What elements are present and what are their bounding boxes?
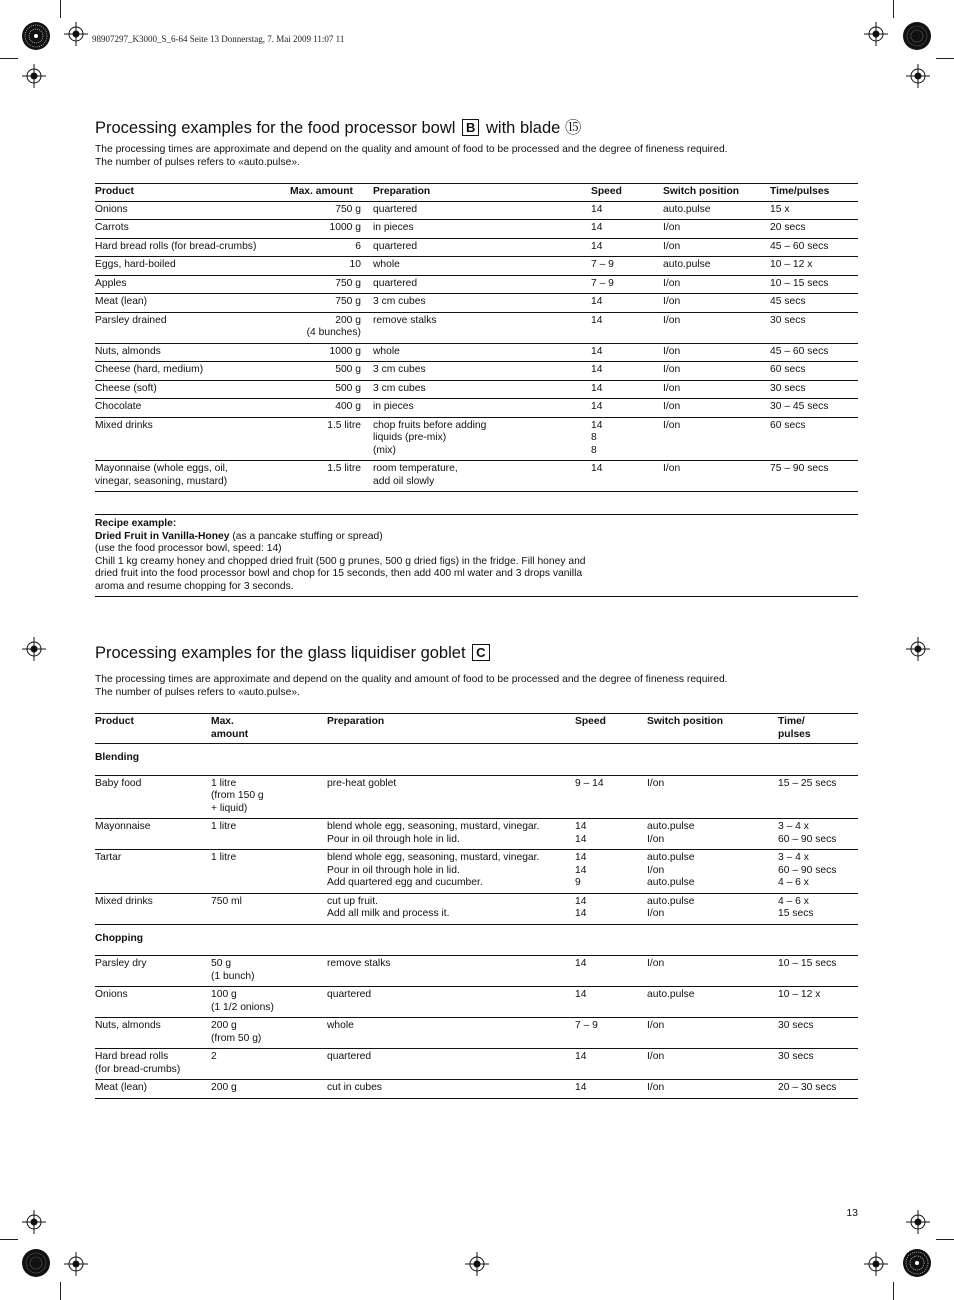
table-cell: Carrots — [95, 222, 129, 233]
table-cell: Cheese (soft) — [95, 382, 157, 394]
table-group-label: Blending — [95, 752, 140, 763]
registration-mark-icon — [22, 64, 46, 88]
food-processor-table — [95, 183, 858, 492]
table-cell: 14 14 — [575, 895, 587, 919]
crop-mark — [0, 58, 18, 59]
table-cell: auto.pulse I/on — [647, 895, 695, 919]
table-cell: 30 secs — [770, 314, 806, 326]
table-cell: Hard bread rolls (for bread-crumbs) — [95, 240, 257, 252]
crop-mark — [60, 0, 61, 18]
table-cell: I/on — [663, 364, 681, 375]
table-cell: 3 cm cubes — [373, 364, 426, 375]
table-cell: 20 – 30 secs — [778, 1082, 837, 1093]
table-cell: 14 — [591, 240, 603, 252]
column-header: Product — [95, 186, 134, 197]
table-cell: 1.5 litre — [327, 463, 361, 474]
table-row — [95, 343, 858, 362]
table-cell: 14 8 8 — [591, 419, 603, 456]
table-cell: 14 — [591, 463, 603, 474]
table-row — [95, 275, 858, 294]
table-cell: 7 – 9 — [591, 259, 614, 270]
table-cell: Apples — [95, 277, 127, 289]
table-cell: 14 — [575, 989, 587, 1000]
table-cell: I/on — [647, 958, 665, 969]
column-header: Speed — [575, 716, 606, 727]
table-cell: I/on — [663, 401, 681, 412]
table-cell: 3 cm cubes — [373, 382, 426, 394]
table-cell: 30 – 45 secs — [770, 401, 829, 412]
table-cell: 3 cm cubes — [373, 296, 426, 307]
column-header: Preparation — [373, 186, 431, 197]
table-cell: 3 – 4 x 60 – 90 secs 4 – 6 x — [778, 852, 837, 888]
column-header: Time/ pulses — [778, 716, 811, 740]
table-cell: Parsley drained — [95, 314, 167, 326]
table-cell: 14 — [575, 1082, 587, 1093]
table-cell: 1 litre — [211, 852, 237, 863]
column-header: Speed — [591, 186, 622, 197]
table-cell: 1 litre — [211, 821, 237, 832]
table-cell: 10 — [349, 259, 361, 270]
table-cell: Mixed drinks — [95, 895, 153, 907]
table-cell: 14 14 — [575, 821, 587, 845]
recipe-example — [95, 514, 858, 597]
table-cell: chop fruits before adding liquids (pre-mix) (mix) — [373, 419, 487, 456]
recipe-line: Chill 1 kg creamy honey and chopped dried fruit (500 g prunes, 500 g dried figs) in the fridge. Fill honey and — [95, 555, 586, 567]
table-cell: Parsley dry — [95, 958, 147, 969]
table-cell: 30 secs — [778, 1051, 814, 1062]
table-cell: 1000 g — [329, 345, 361, 357]
registration-mark-icon — [465, 1252, 489, 1276]
table-cell: 14 — [575, 1051, 587, 1062]
table-cell: 200 g (4 bunches) — [306, 314, 361, 338]
table-row — [95, 1049, 858, 1080]
table-cell: 50 g (1 bunch) — [211, 958, 255, 982]
table-cell: 3 – 4 x 60 – 90 secs — [778, 821, 837, 845]
box-letter-b: B — [462, 119, 479, 136]
table-cell: 60 secs — [770, 364, 806, 375]
table-cell: quartered — [327, 1051, 372, 1062]
table-cell: 14 — [591, 222, 603, 233]
table-cell: 14 — [591, 314, 603, 326]
table-row — [95, 417, 858, 461]
table-cell: 100 g (1 1/2 onions) — [211, 989, 274, 1013]
table-cell: 10 – 15 secs — [778, 958, 837, 969]
table-cell: cut up fruit. Add all milk and process it. — [327, 895, 450, 919]
print-header: 98907297_K3000_S_6-64 Seite 13 Donnerstag, 7. Mai 2009 11:07 11 — [92, 34, 345, 44]
column-header: Switch position — [647, 716, 724, 727]
table-cell: Cheese (hard, medium) — [95, 364, 204, 375]
table-cell: 15 – 25 secs — [778, 777, 837, 789]
table-cell: 2 — [211, 1051, 217, 1062]
table-cell: in pieces — [373, 401, 414, 412]
registration-mark-icon — [864, 22, 888, 46]
table-cell: 14 — [591, 401, 603, 412]
table-row — [95, 380, 858, 399]
table-cell: I/on — [663, 382, 681, 394]
recipe-line: (use the food processor bowl, speed: 14) — [95, 543, 282, 554]
table-row — [95, 238, 858, 257]
table-cell: I/on — [647, 1082, 665, 1093]
table-cell: cut in cubes — [327, 1082, 382, 1093]
recipe-line: dried fruit into the food processor bowl and chop for 15 seconds, then add 400 ml water and 3 drops vanilla — [95, 568, 583, 579]
table-cell: Nuts, almonds — [95, 345, 161, 357]
table-cell: Baby food — [95, 777, 142, 789]
color-rosette-icon — [21, 1248, 51, 1278]
table-cell: 75 – 90 secs — [770, 463, 829, 474]
table-cell: Meat (lean) — [95, 1082, 148, 1093]
table-cell: auto.pulse I/on — [647, 821, 695, 845]
table-cell: I/on — [647, 1020, 665, 1031]
table-cell: Chocolate — [95, 401, 142, 412]
table-row — [95, 956, 858, 987]
table-cell: I/on — [663, 463, 681, 474]
table-row — [95, 987, 858, 1018]
table-group-row — [95, 924, 858, 956]
table-row — [95, 399, 858, 418]
table-cell: remove stalks — [373, 314, 437, 326]
recipe-dish-line: Dried Fruit in Vanilla-Honey (as a pancake stuffing or spread) — [95, 530, 383, 542]
recipe-line: aroma and resume chopping for 3 seconds. — [95, 580, 294, 592]
table-cell: Nuts, almonds — [95, 1020, 161, 1031]
table-row — [95, 850, 858, 894]
table-cell: 1.5 litre — [327, 419, 361, 431]
section2-title: Processing examples for the glass liquidiser goblet C — [95, 644, 492, 663]
table-cell: I/on — [663, 240, 681, 252]
table-row — [95, 461, 858, 492]
column-header: Preparation — [327, 716, 385, 727]
table-row — [95, 1018, 858, 1049]
table-cell: whole — [327, 1020, 354, 1031]
column-header: Time/pulses — [770, 186, 830, 197]
table-row — [95, 312, 858, 343]
table-row — [95, 775, 858, 819]
color-rosette-icon — [902, 21, 932, 51]
crop-mark — [936, 1239, 954, 1240]
table-row — [95, 362, 858, 381]
table-row — [95, 1080, 858, 1099]
table-cell: 4 – 6 x 15 secs — [778, 895, 814, 919]
table-cell: 200 g — [211, 1082, 237, 1093]
registration-mark-icon — [64, 1252, 88, 1276]
crop-mark — [893, 1282, 894, 1300]
table-cell: 1000 g — [329, 222, 361, 233]
table-cell: I/on — [663, 277, 681, 289]
table-cell: 45 secs — [770, 296, 806, 307]
table-cell: auto.pulse — [647, 989, 695, 1000]
table-cell: Onions — [95, 989, 128, 1000]
section1-intro: The processing times are approximate and depend on the quality and amount of food to be processed and the degree of fineness required. The number of pulses refers to «auto.pulse». — [95, 144, 728, 168]
table-cell: 1 litre (from 150 g + liquid) — [211, 777, 264, 814]
table-cell: 14 — [591, 345, 603, 357]
table-cell: I/on — [647, 1051, 665, 1062]
page-number: 13 — [846, 1207, 858, 1219]
table-cell: quartered — [327, 989, 372, 1000]
table-cell: Mayonnaise (whole eggs, oil, vinegar, seasoning, mustard) — [95, 463, 228, 487]
crop-mark — [60, 1282, 61, 1300]
table-cell: I/on — [663, 345, 681, 357]
table-cell: 14 — [591, 296, 603, 307]
table-cell: 15 x — [770, 203, 790, 215]
table-cell: 30 secs — [778, 1020, 814, 1031]
table-cell: 45 – 60 secs — [770, 345, 829, 357]
table-cell: Onions — [95, 203, 128, 215]
registration-mark-icon — [22, 637, 46, 661]
table-cell: 30 secs — [770, 382, 806, 394]
table-cell: 10 – 12 x — [778, 989, 821, 1000]
column-header: Max. amount — [290, 186, 353, 197]
registration-mark-icon — [864, 1252, 888, 1276]
table-cell: 500 g — [335, 382, 361, 394]
table-cell: 20 secs — [770, 222, 806, 233]
table-cell: quartered — [373, 240, 418, 252]
table-cell: I/on — [647, 777, 665, 789]
table-cell: blend whole egg, seasoning, mustard, vinegar. Pour in oil through hole in lid. Add quartered egg and cucumber. — [327, 852, 540, 888]
table-cell: 750 g — [335, 203, 361, 215]
registration-mark-icon — [22, 1210, 46, 1234]
table-cell: 10 – 15 secs — [770, 277, 829, 289]
table-cell: Eggs, hard-boiled — [95, 259, 176, 270]
table-cell: 500 g — [335, 364, 361, 375]
table-cell: 750 g — [335, 277, 361, 289]
table-cell: 10 – 12 x — [770, 259, 813, 270]
table-cell: whole — [373, 259, 400, 270]
color-rosette-icon — [902, 1248, 932, 1278]
table-cell: Meat (lean) — [95, 296, 148, 307]
table-cell: 750 g — [335, 296, 361, 307]
table-cell: 14 — [591, 364, 603, 375]
column-header: Switch position — [663, 186, 740, 197]
table-cell: quartered — [373, 277, 418, 289]
table-cell: in pieces — [373, 222, 414, 233]
table-row — [95, 893, 858, 924]
table-cell: Mayonnaise — [95, 821, 151, 832]
registration-mark-icon — [906, 637, 930, 661]
table-cell: auto.pulse I/on auto.pulse — [647, 852, 695, 888]
table-row — [95, 201, 858, 220]
table-cell: 45 – 60 secs — [770, 240, 829, 252]
column-header: Max. amount — [211, 716, 249, 740]
table-cell: 200 g (from 50 g) — [211, 1020, 262, 1044]
table-cell: 60 secs — [770, 419, 806, 431]
table-cell: Mixed drinks — [95, 419, 153, 431]
table-cell: auto.pulse — [663, 203, 711, 215]
table-cell: blend whole egg, seasoning, mustard, vinegar. Pour in oil through hole in lid. — [327, 821, 540, 845]
table-cell: room temperature, add oil slowly — [373, 463, 458, 487]
color-rosette-icon — [21, 21, 51, 51]
table-cell: quartered — [373, 203, 418, 215]
table-cell: 400 g — [335, 401, 361, 412]
registration-mark-icon — [906, 64, 930, 88]
section2-intro: The processing times are approximate and depend on the quality and amount of food to be processed and the degree of fineness required. The number of pulses refers to «auto.pulse». — [95, 674, 728, 698]
table-cell: 9 – 14 — [575, 777, 604, 789]
column-header: Product — [95, 716, 134, 727]
table-cell: pre-heat goblet — [327, 777, 397, 789]
table-cell: Tartar — [95, 852, 122, 863]
table-row — [95, 220, 858, 239]
table-cell: 7 – 9 — [591, 277, 614, 289]
section1-title: Processing examples for the food processor bowl B with blade ⑮ — [95, 119, 582, 137]
table-cell: 7 – 9 — [575, 1020, 598, 1031]
table-cell: I/on — [663, 419, 681, 431]
crop-mark — [893, 0, 894, 18]
table-cell: I/on — [663, 314, 681, 326]
table-cell: 14 — [575, 958, 587, 969]
table-cell: 6 — [355, 240, 361, 252]
table-cell: whole — [373, 345, 400, 357]
table-row — [95, 294, 858, 313]
recipe-heading: Recipe example: — [95, 518, 177, 529]
table-cell: 14 — [591, 382, 603, 394]
liquidiser-table — [95, 713, 858, 1099]
table-row — [95, 819, 858, 850]
table-cell: 750 ml — [211, 895, 242, 907]
registration-mark-icon — [64, 22, 88, 46]
table-cell: I/on — [663, 222, 681, 233]
table-cell: 14 — [591, 203, 603, 215]
table-cell: Hard bread rolls (for bread-crumbs) — [95, 1051, 181, 1075]
table-group-label: Chopping — [95, 932, 144, 944]
box-letter-c: C — [472, 644, 489, 661]
crop-mark — [936, 58, 954, 59]
table-cell: auto.pulse — [663, 259, 711, 270]
table-cell: I/on — [663, 296, 681, 307]
table-group-row — [95, 744, 858, 776]
registration-mark-icon — [906, 1210, 930, 1234]
table-cell: remove stalks — [327, 958, 391, 969]
crop-mark — [0, 1239, 18, 1240]
table-cell: 14 14 9 — [575, 852, 587, 888]
table-row — [95, 257, 858, 276]
